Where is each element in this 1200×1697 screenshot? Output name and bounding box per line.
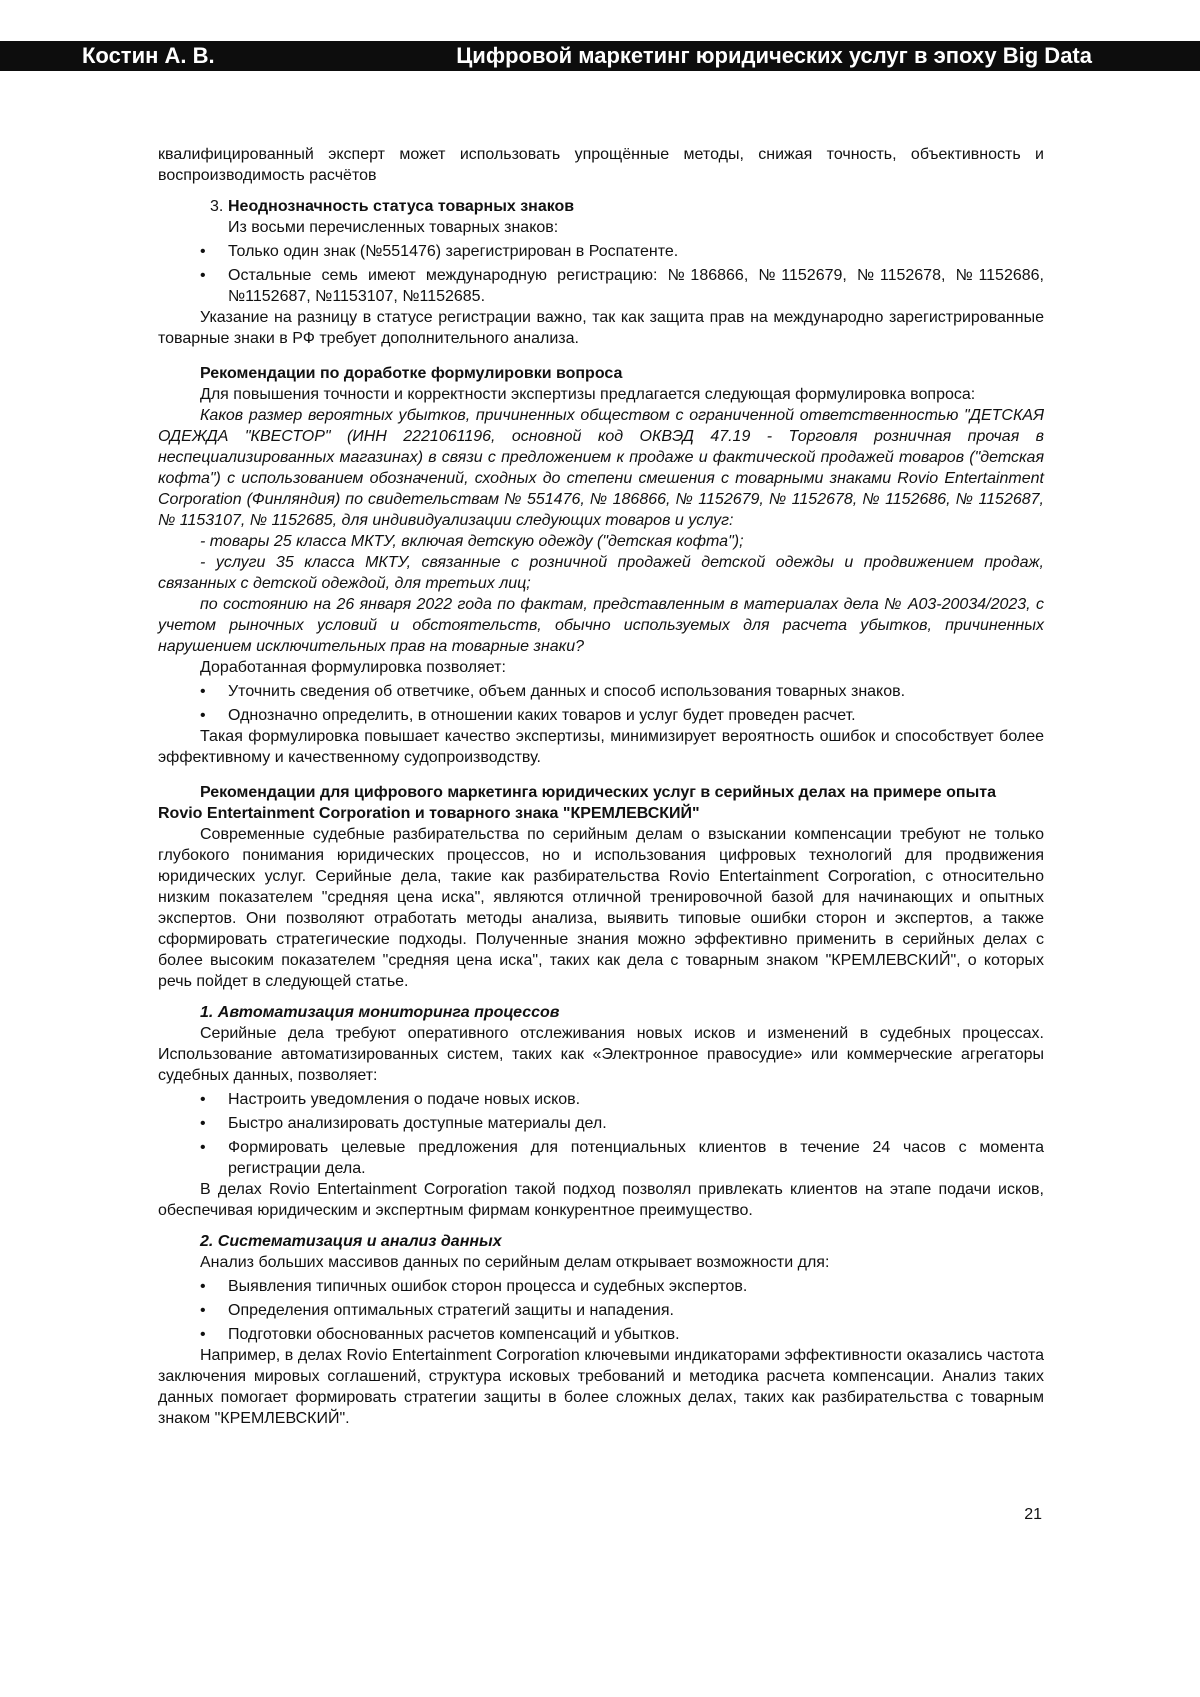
- bullet-icon: •: [200, 1089, 206, 1110]
- list-item: [158, 1276, 1044, 1297]
- list-item-text: Подготовки обоснованных расчетов компенсаций и убытков.: [228, 1326, 680, 1343]
- list-item: [158, 1324, 1044, 1345]
- section-heading-question: Рекомендации по доработке формулировки вопроса: [158, 363, 1044, 384]
- section-heading-automation: 1. Автоматизация мониторинга процессов: [158, 1002, 1044, 1023]
- page-body: [158, 144, 1044, 1429]
- bullet-icon: •: [200, 265, 206, 286]
- list-item: [158, 681, 1044, 702]
- intro-paragraph: квалифицированный эксперт может использовать упрощённые методы, снижая точность, объективность и воспроизводимость расчётов: [158, 144, 1044, 186]
- automation-lead: Серийные дела требуют оперативного отслеживания новых исков и изменений в судебных процессах. Использование автоматизированных систем, таких как «Электронное правосудие» или коммерческие агрегаторы судебных данных, позволяет:: [158, 1023, 1044, 1086]
- bullet-icon: •: [200, 1137, 206, 1158]
- bullet-icon: •: [200, 1324, 206, 1345]
- list-item-text: Остальные семь имеют международную регистрацию: №186866, №1152679, №1152678, №1152686, №1152687, №1153107, №1152685.: [228, 267, 1044, 305]
- analysis-conclusion: Например, в делах Rovio Entertainment Corporation ключевыми индикаторами эффективности оказались частота заключения мировых соглашений, структура исковых требований и методика расчета компенсации. Анализ таких данных помогает формировать стратегии защиты в более сложных делах, таких как разбирательства с товарным знаком "КРЕМЛЕВСКИЙ".: [158, 1345, 1044, 1429]
- marketing-body: Современные судебные разбирательства по серийным делам о взыскании компенсации требуют не только глубокого понимания юридических процессов, но и использования цифровых технологий для продвижения юридических услуг. Серийные дела, такие как разбирательства Rovio Entertainment Corporation, с относительно низким показателем "средняя цена иска", являются отличной тренировочной базой для начинающих и опытных экспертов. Они позволяют отработать методы анализа, выявить типовые ошибки сторон и экспертов, а также сформировать стратегические подходы. Полученные знания можно эффективно применить в серийных делах с более высоким показателем "средняя цена иска", таких как дела с товарным знаком "КРЕМЛЕВСКИЙ", о которых речь пойдет в следующей статье.: [158, 824, 1044, 992]
- list-item: [158, 1089, 1044, 1110]
- header-author: Костин А. В.: [82, 41, 215, 71]
- list-item-text: Определения оптимальных стратегий защиты и нападения.: [228, 1302, 674, 1319]
- item3-title: Неоднозначность статуса товарных знаков: [228, 196, 1044, 217]
- list-item-text: Уточнить сведения об ответчике, объем данных и способ использования товарных знаков.: [228, 683, 905, 700]
- bullet-icon: •: [200, 681, 206, 702]
- question-conclusion: Такая формулировка повышает качество экспертизы, минимизирует вероятность ошибок и способствует более эффективному и качественному судопроизводству.: [158, 726, 1044, 768]
- list-item-text: Формировать целевые предложения для потенциальных клиентов в течение 24 часов с момента регистрации дела.: [228, 1139, 1044, 1177]
- bullet-icon: •: [200, 1300, 206, 1321]
- proposed-question: Каков размер вероятных убытков, причиненных обществом с ограниченной ответственностью "ДЕТСКАЯ ОДЕЖДА "КВЕСТОР" (ИНН 2221061196, основной код ОКВЭД 47.19 - Торговля розничная прочая в неспециализированных магазинах) в связи с предложением к продаже и фактической продажей товаров ("детская кофта") с использованием обозначений, сходных до степени смешения с товарными знаками Rovio Entertainment Corporation (Финляндия) по свидетельствам № 551476, № 186866, № 1152679, № 1152678, № 1152686, № 1152687, № 1153107, № 1152685, для индивидуализации следующих товаров и услуг:: [158, 405, 1044, 531]
- automation-conclusion: В делах Rovio Entertainment Corporation такой подход позволял привлекать клиентов на этапе подачи исков, обеспечивая юридическим и экспертным фирмам конкурентное преимущество.: [158, 1179, 1044, 1221]
- list-item: [158, 1300, 1044, 1321]
- question-lead: Для повышения точности и корректности экспертизы предлагается следующая формулировка вопроса:: [158, 384, 1044, 405]
- list-item: [158, 265, 1044, 307]
- item-number: 3.: [210, 196, 223, 217]
- bullet-icon: •: [200, 705, 206, 726]
- proposed-question-date: по состоянию на 26 января 2022 года по фактам, представленным в материалах дела № А03-20034/2023, с учетом рыночных условий и обстоятельств, обычно используемых для расчета убытков, причиненных нарушением исключительных прав на товарные знаки?: [158, 594, 1044, 657]
- list-item: [158, 1137, 1044, 1179]
- list-item-text: Быстро анализировать доступные материалы дел.: [228, 1115, 607, 1132]
- question-allows: Доработанная формулировка позволяет:: [158, 657, 1044, 678]
- item3-lead: Из восьми перечисленных товарных знаков:: [228, 217, 1044, 238]
- item3-conclusion: Указание на разницу в статусе регистрации важно, так как защита прав на международно зарегистрированные товарные знаки в РФ требует дополнительного анализа.: [158, 307, 1044, 349]
- section-heading-marketing: Рекомендации для цифрового маркетинга юридических услуг в серийных делах на примере опыта Rovio Entertainment Corporation и товарного знака "КРЕМЛЕВСКИЙ": [158, 782, 1044, 824]
- list-item: [158, 1113, 1044, 1134]
- list-item-text: Однозначно определить, в отношении каких товаров и услуг будет проведен расчет.: [228, 707, 856, 724]
- list-item-text: Только один знак (№551476) зарегистрирован в Роспатенте.: [228, 243, 678, 260]
- list-item: [158, 705, 1044, 726]
- list-item: [158, 241, 1044, 262]
- bullet-icon: •: [200, 1113, 206, 1134]
- list-item-text: Настроить уведомления о подаче новых исков.: [228, 1091, 580, 1108]
- analysis-lead: Анализ больших массивов данных по серийным делам открывает возможности для:: [158, 1252, 1044, 1273]
- section-heading-analysis: 2. Систематизация и анализ данных: [158, 1231, 1044, 1252]
- running-header: [0, 41, 1200, 71]
- page-number: 21: [1010, 1505, 1042, 1525]
- bullet-icon: •: [200, 241, 206, 262]
- proposed-question-services: - услуги 35 класса МКТУ, связанные с розничной продажей детской одежды и продвижением продаж, связанных с детской одеждой, для третьих лиц;: [158, 552, 1044, 594]
- header-title: Цифровой маркетинг юридических услуг в эпоху Big Data: [456, 41, 1092, 71]
- bullet-icon: •: [200, 1276, 206, 1297]
- list-item-text: Выявления типичных ошибок сторон процесса и судебных экспертов.: [228, 1278, 747, 1295]
- numbered-item-3: [158, 196, 1044, 238]
- proposed-question-goods: - товары 25 класса МКТУ, включая детскую одежду ("детская кофта");: [158, 531, 1044, 552]
